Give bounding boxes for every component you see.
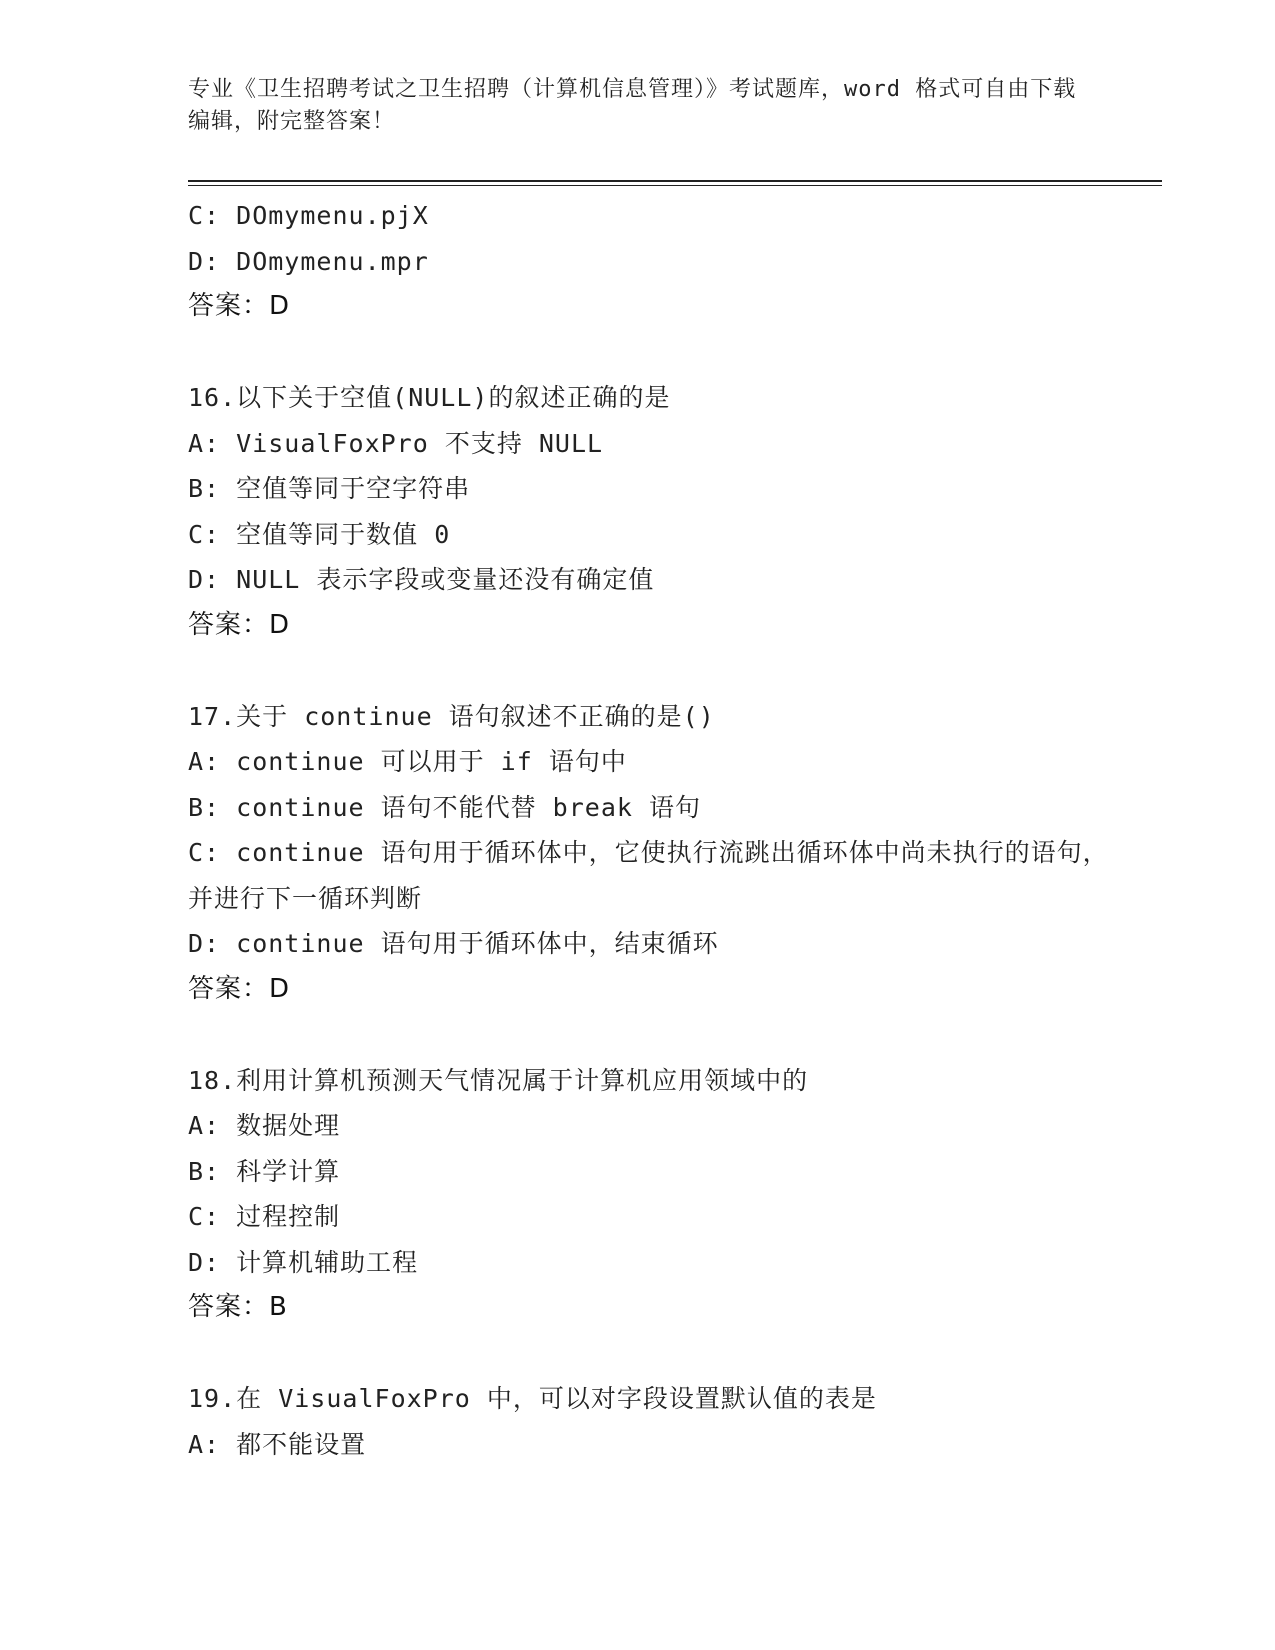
option-a: A: 数据处理 xyxy=(188,1111,341,1140)
question-stem: 19.在 VisualFoxPro 中，可以对字段设置默认值的表是 xyxy=(188,1384,877,1413)
question-15-tail xyxy=(188,193,1118,330)
option-c: C: DOmymenu.pjX xyxy=(188,201,429,230)
spacer xyxy=(188,330,1118,376)
option-a: A: VisualFoxPro 不支持 NULL xyxy=(188,428,604,458)
question-18 xyxy=(188,1058,1118,1331)
question-stem: 18.利用计算机预测天气情况属于计算机应用领域中的 xyxy=(188,1065,809,1095)
option-d: D: DOmymenu.mpr xyxy=(188,246,429,276)
option-c: C: 空值等同于数值 0 xyxy=(188,519,451,549)
option-d: D: continue 语句用于循环体中，结束循环 xyxy=(188,929,719,958)
question-17 xyxy=(188,694,1118,1013)
header-divider-thin xyxy=(188,185,1162,186)
answer-line: 答案：B xyxy=(188,1292,288,1322)
option-c: C: 过程控制 xyxy=(188,1202,341,1231)
option-b: B: continue 语句不能代替 break 语句 xyxy=(188,792,701,822)
answer-line: 答案：D xyxy=(188,291,291,321)
question-stem: 17.关于 continue 语句叙述不正确的是() xyxy=(188,701,715,731)
question-stem: 16.以下关于空值(NULL)的叙述正确的是 xyxy=(188,383,671,412)
spacer xyxy=(188,1331,1118,1377)
option-d: D: NULL 表示字段或变量还没有确定值 xyxy=(188,565,655,594)
question-19 xyxy=(188,1376,1118,1467)
option-a: A: 都不能设置 xyxy=(188,1429,367,1459)
question-list xyxy=(188,193,1118,1467)
document-intro: 专业《卫生招聘考试之卫生招聘（计算机信息管理）》考试题库，word 格式可自由下载编辑，附完整答案！ xyxy=(188,77,1077,134)
header-divider-thick xyxy=(188,180,1162,182)
spacer xyxy=(188,1012,1118,1058)
option-c: C: continue 语句用于循环体中，它使执行流跳出循环体中尚未执行的语句，并进行下一循环判断 xyxy=(188,838,1109,913)
option-a: A: continue 可以用于 if 语句中 xyxy=(188,747,627,776)
option-d: D: 计算机辅助工程 xyxy=(188,1247,419,1277)
option-b: B: 空值等同于空字符串 xyxy=(188,474,471,503)
spacer xyxy=(188,648,1118,694)
answer-line: 答案：D xyxy=(188,973,291,1004)
question-16 xyxy=(188,375,1118,648)
option-b: B: 科学计算 xyxy=(188,1156,341,1186)
answer-line: 答案：D xyxy=(188,609,291,640)
